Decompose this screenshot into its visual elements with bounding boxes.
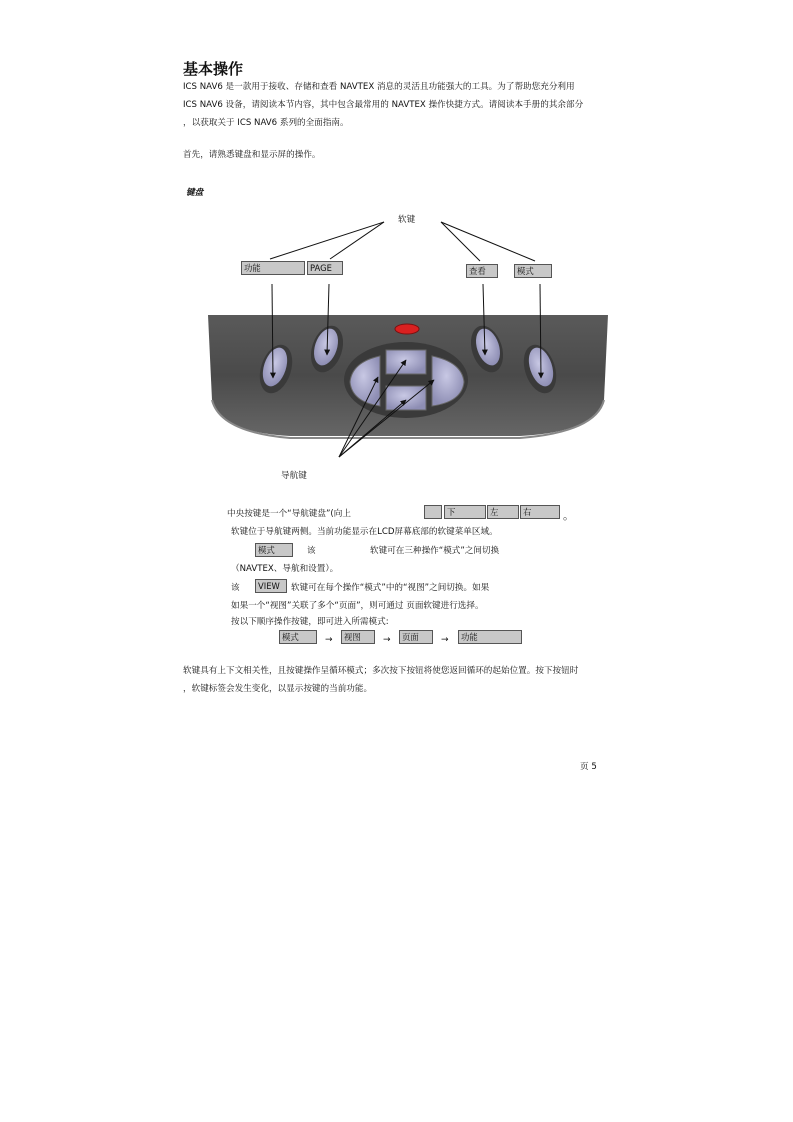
- sequence-view: 视图: [341, 630, 375, 644]
- page-title: 基本操作: [183, 60, 244, 78]
- explain-line-3-mid: 该: [307, 546, 316, 556]
- softkey-view-label: 查看: [466, 264, 498, 278]
- view-box: VIEW: [255, 579, 287, 593]
- explain-line-3: 软键可在三种操作“模式”之间切换: [370, 546, 500, 556]
- explain-line-1: 中央按键是一个“导航键盘”(向上: [227, 509, 351, 519]
- footer-line-2: ，软键标签会发生变化，以显示按键的当前功能。: [183, 684, 373, 694]
- sequence-arrow-3: →: [441, 635, 449, 645]
- intro-line-3: ，以获取关于 ICS NAV6 系列的全面指南。: [183, 118, 349, 128]
- nav-key-label: 导航键: [281, 471, 307, 481]
- keyboard-heading: 键盘: [186, 188, 204, 198]
- explain-line-5: 软键可在每个操作“模式”中的“视图”之间切换。如果: [291, 583, 490, 593]
- sequence-arrow-1: →: [325, 635, 333, 645]
- sequence-page: 页面: [399, 630, 433, 644]
- softkey-label: 软键: [398, 215, 416, 225]
- intro-line-2: ICS NAV6 设备，请阅读本节内容，其中包含最常用的 NAVTEX 操作快捷方式。请阅读本手册的其余部分: [183, 100, 584, 110]
- nav-up-box: [424, 505, 442, 519]
- sequence-mode: 模式: [279, 630, 317, 644]
- explain-line-6: 如果一个“视图”关联了多个“页面”，则可通过 页面软键进行选择。: [231, 601, 484, 611]
- intro-line-1: ICS NAV6 是一款用于接收、存储和查看 NAVTEX 消息的灵活且功能强大的工具。为了帮助您充分利用: [183, 82, 575, 92]
- softkey-function-label: 功能: [241, 261, 305, 275]
- sequence-function: 功能: [458, 630, 522, 644]
- intro-line-4: 首先，请熟悉键盘和显示屏的操作。: [183, 150, 321, 160]
- footer-line-1: 软键具有上下文相关性，且按键操作呈循环模式；多次按下按钮将使您返回循环的起始位置。按下按钮时: [183, 666, 579, 676]
- softkey-mode-label: 模式: [514, 264, 552, 278]
- explain-line-5-prefix: 该: [231, 583, 240, 593]
- explain-line-4: （NAVTEX、导航和设置）。: [231, 564, 339, 574]
- keypad-diagram: [0, 0, 793, 500]
- sequence-arrow-2: →: [383, 635, 391, 645]
- softkey-page-label: PAGE: [307, 261, 343, 275]
- nav-down-box: 下: [444, 505, 486, 519]
- status-led: [395, 324, 419, 334]
- explain-line-2: 软键位于导航键两侧。当前功能显示在LCD屏幕底部的软键菜单区域。: [231, 527, 498, 537]
- mode-box: 模式: [255, 543, 293, 557]
- explain-line-7: 按以下顺序操作按键，即可进入所需模式:: [231, 617, 389, 627]
- nav-right-box: 右: [520, 505, 560, 519]
- nav-down-key[interactable]: [386, 386, 426, 410]
- explain-line-1-suffix: 。: [563, 509, 574, 522]
- nav-left-box: 左: [487, 505, 519, 519]
- page-number: 页 5: [580, 762, 597, 772]
- nav-up-key[interactable]: [386, 350, 426, 374]
